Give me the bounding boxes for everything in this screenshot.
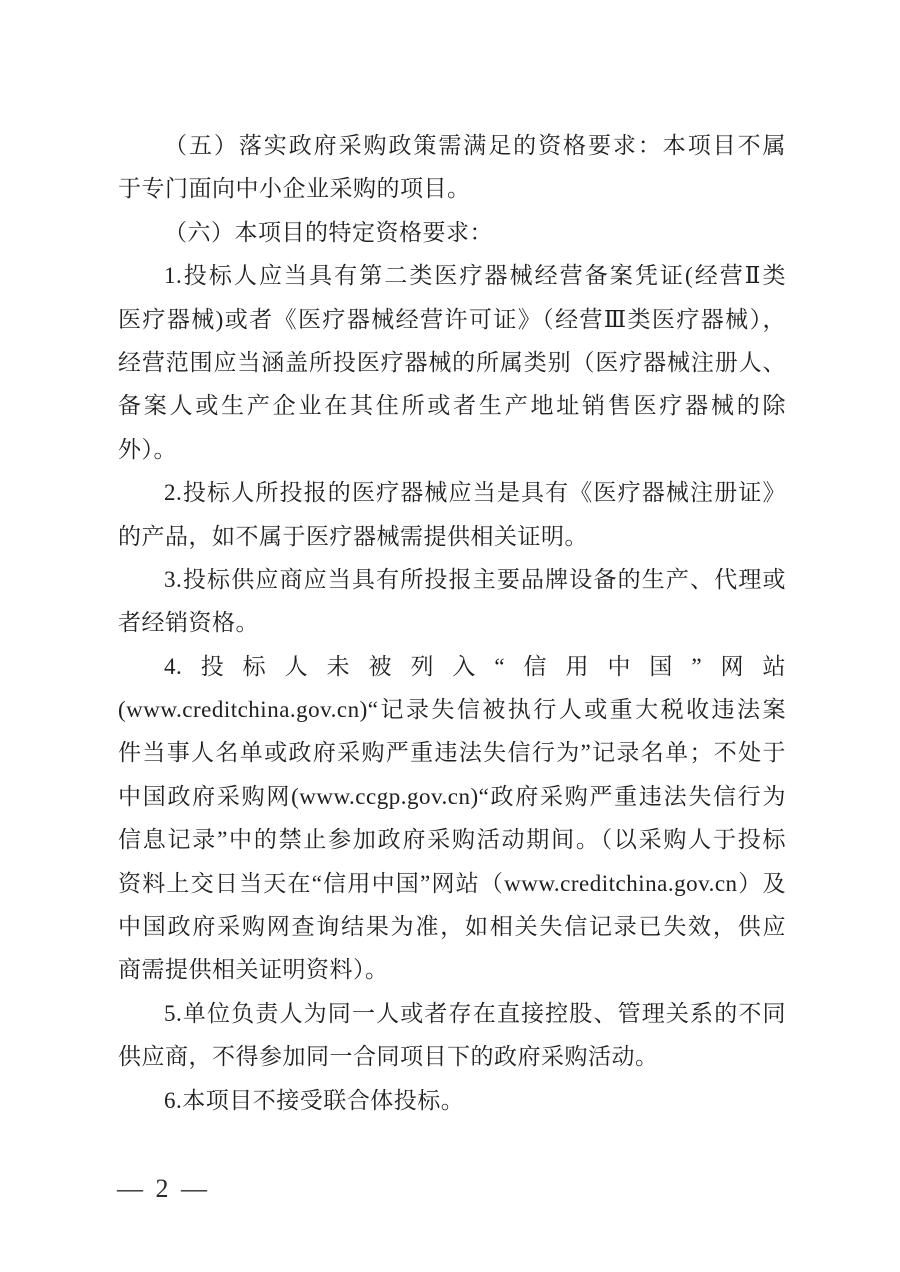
text-line: （五）落实政府采购政策需满足的资格要求：本项目不属 [164, 133, 786, 158]
text-line: 者经销资格。 [118, 610, 259, 636]
text-line: 医疗器械)或者《医疗器械经营许可证》（经营Ⅲ类医疗器械）， [118, 306, 786, 332]
text-line: (www.creditchina.gov.cn)“记录失信被执行人或重大税收违法案 [118, 697, 786, 723]
text-line: 中国政府采购网查询结果为准，如相关失信记录已失效，供应 [118, 914, 786, 940]
text-line: 备案人或生产企业在其住所或者生产地址销售医疗器械的除 [118, 393, 786, 419]
text-line: 3.投标供应商应当具有所投报主要品牌设备的生产、代理或 [164, 566, 786, 592]
text-line: 4.投标人未被列入“信用中国”网站 [164, 653, 786, 679]
text-line: 件当事人名单或政府采购严重违法失信行为”记录名单；不处于 [118, 740, 786, 766]
text-line: 5.单位负责人为同一人或者存在直接控股、管理关系的不同 [164, 1000, 786, 1026]
text-line: 1.投标人应当具有第二类医疗器械经营备案凭证(经营Ⅱ类 [164, 263, 786, 289]
text-line: 2.投标人所投报的医疗器械应当是具有《医疗器械注册证》 [164, 480, 786, 506]
text-line: 供应商，不得参加同一合同项目下的政府采购活动。 [118, 1044, 659, 1070]
text-line: 的产品，如不属于医疗器械需提供相关证明。 [118, 523, 588, 549]
text-line: 商需提供相关证明资料）。 [118, 957, 389, 983]
text-line: 信息记录”中的禁止参加政府采购活动期间。（以采购人于投标 [118, 827, 786, 853]
document-body [118, 124, 786, 1122]
text-line: 6.本项目不接受联合体投标。 [164, 1087, 465, 1113]
text-line: 外）。 [118, 436, 177, 462]
text-line: 中国政府采购网(www.ccgp.gov.cn)“政府采购严重违法失信行为 [118, 783, 786, 809]
text-line: 资料上交日当天在“信用中国”网站（www.creditchina.gov.cn）及 [118, 870, 786, 896]
text-line: 经营范围应当涵盖所投医疗器械的所属类别（医疗器械注册人、 [118, 349, 786, 375]
text-line: （六）本项目的特定资格要求： [164, 219, 493, 245]
text-line: 于专门面向中小企业采购的项目。 [118, 176, 471, 202]
page-number: — 2 — [117, 1174, 210, 1203]
